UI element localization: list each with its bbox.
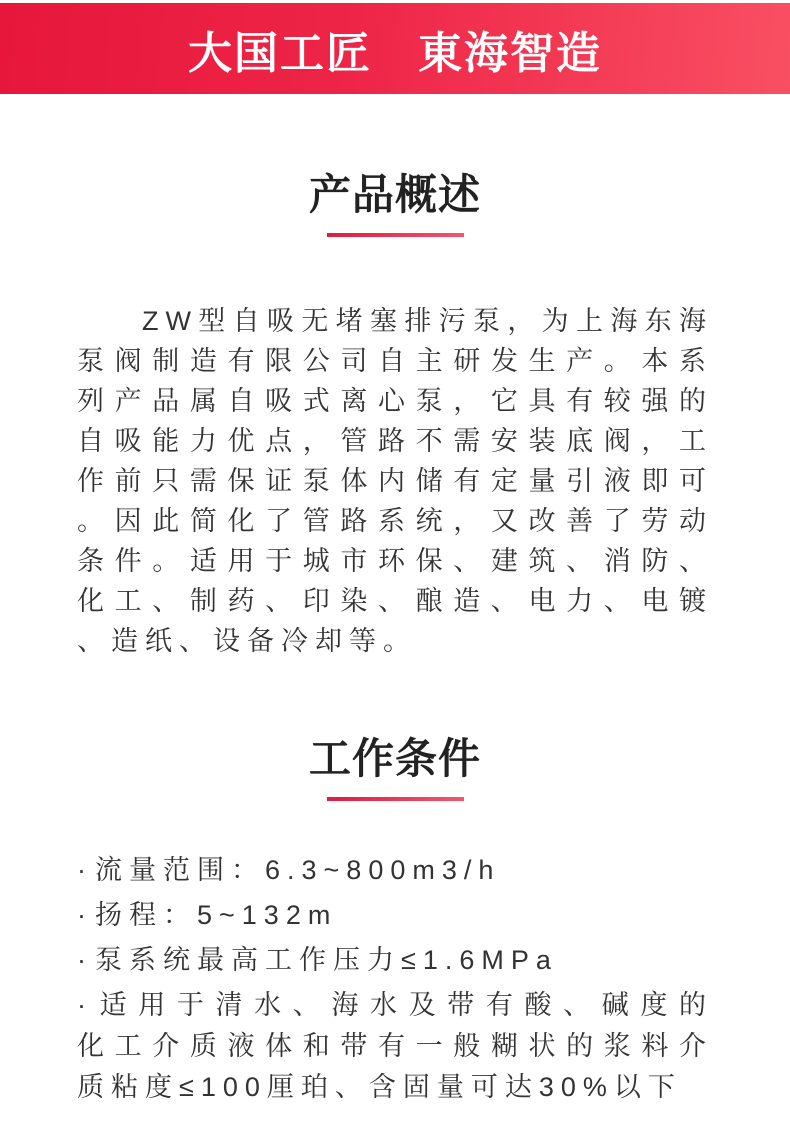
spec-item-max-pressure xyxy=(77,940,713,981)
bullet-icon: · xyxy=(77,990,86,1020)
bullet-icon: · xyxy=(77,855,86,885)
overview-paragraph xyxy=(0,301,790,661)
brand-banner xyxy=(0,3,790,94)
paragraph-line: 、造纸、设备冷却等。 xyxy=(77,626,417,656)
spec-text: 流量范围：6.3~800m3/h xyxy=(95,855,501,885)
spec-text: 扬程：5~132m xyxy=(95,900,338,930)
spec-item-head xyxy=(77,895,713,936)
title-underline-conditions xyxy=(327,797,464,801)
paragraph-line: 列产品属自吸式离心泵，它具有较强的 xyxy=(77,386,713,416)
paragraph-line: 泵阀制造有限公司自主研发生产。本系 xyxy=(77,346,713,376)
section-title-conditions: 工作条件 xyxy=(308,735,481,782)
spec-item-flow-range xyxy=(77,850,713,891)
spec-item-applicable-media xyxy=(77,985,713,1108)
paragraph-line: 化工、制药、印染、酿造、电力、电镀 xyxy=(77,586,713,616)
spec-text: 适用于清水、海水及带有酸、碱度的 xyxy=(95,990,713,1020)
spec-text: 化工介质液体和带有一般糊状的浆料介 xyxy=(77,1031,713,1061)
bullet-icon: · xyxy=(77,945,86,975)
spec-text: 泵系统最高工作压力≤1.6MPa xyxy=(95,945,558,975)
spec-text: 质粘度≤100厘珀、含固量可达30%以下 xyxy=(77,1072,682,1102)
brand-slogan: 大国工匠 東海智造 xyxy=(188,28,602,78)
paragraph-line: 。因此简化了管路系统，又改善了劳动 xyxy=(77,506,713,536)
paragraph-line: ZW型自吸无堵塞排污泵，为上海东海 xyxy=(142,306,713,336)
bullet-icon: · xyxy=(77,900,86,930)
section-title-overview: 产品概述 xyxy=(308,171,481,218)
paragraph-line: 条件。适用于城市环保、建筑、消防、 xyxy=(77,546,713,576)
working-conditions-list xyxy=(0,850,790,1108)
title-underline-overview xyxy=(327,233,464,237)
paragraph-line: 作前只需保证泵体内储有定量引液即可 xyxy=(77,466,713,496)
paragraph-line: 自吸能力优点，管路不需安装底阀，工 xyxy=(77,426,713,456)
